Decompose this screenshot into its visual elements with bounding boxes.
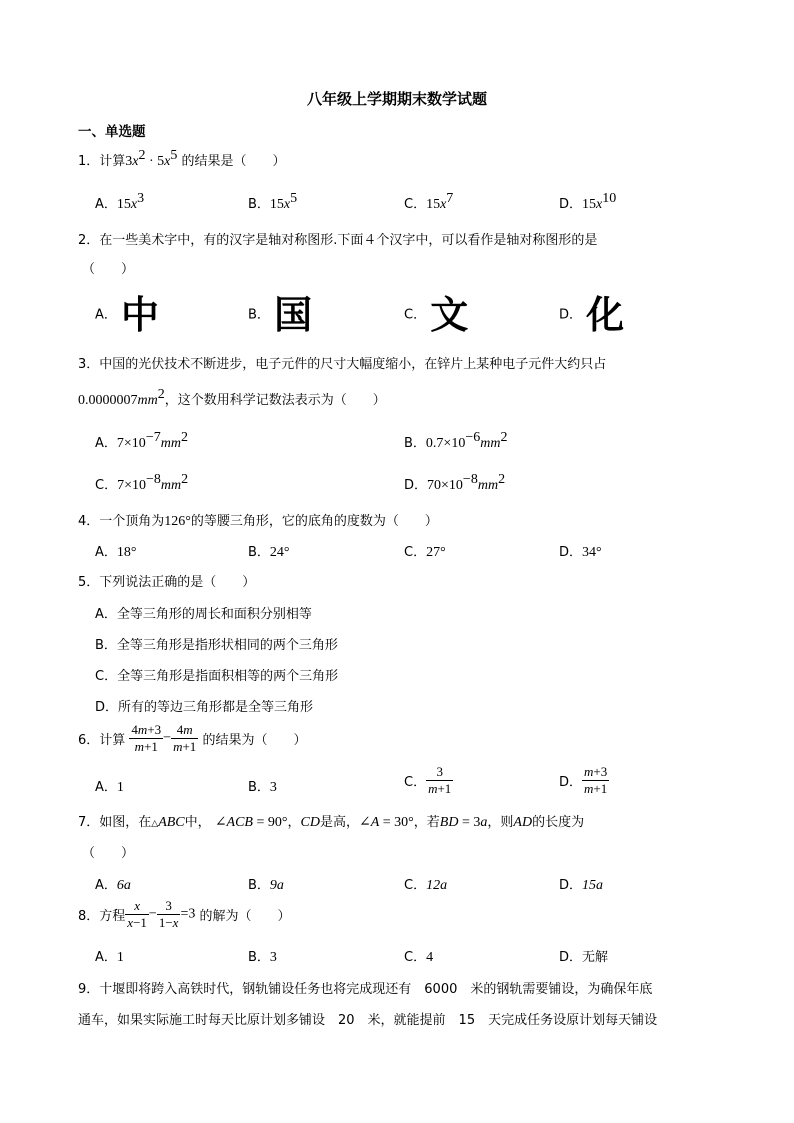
q8-option-a: A．1 bbox=[95, 950, 124, 965]
q6-option-a: A．1 bbox=[95, 780, 124, 795]
page-title: 八年级上学期期末数学试题 bbox=[306, 90, 487, 108]
q7-option-d: D．15a bbox=[559, 878, 604, 893]
q9-line-1: 9．十堰即将跨入高铁时代，钢轨铺设任务也将完成现还有 6000 米的钢轨需要铺设，为确保年底 bbox=[78, 982, 653, 997]
q2-text: 2．在一些美术字中，有的汉字是轴对称图形.下面４个汉字中，可以看作是轴对称图形的是 bbox=[78, 233, 598, 248]
fraction: $\frac{3}{1-x}$ bbox=[158, 898, 179, 930]
q3-value-line: $0.0000007mm^2$，这个数用科学记数法表示为（ ） bbox=[78, 387, 386, 408]
q2-paren: （ ） bbox=[82, 262, 135, 277]
char-hua: 化 bbox=[586, 293, 625, 337]
q7-option-a: A．6a bbox=[95, 878, 131, 893]
q1-option-c: C．$15x^7$ bbox=[404, 191, 454, 212]
question-6: 6．计算 $\frac{4m+3}{m+1}$ − $\frac{4m}{m+1}$ 的结果为（ ） bbox=[78, 722, 307, 754]
q2-option-c: C． 文 bbox=[404, 293, 469, 337]
q1-suffix: 的结果是（ ） bbox=[181, 154, 286, 169]
question-4: 4．一个顶角为126°的等腰三角形，它的底角的度数为（ ） bbox=[78, 514, 438, 529]
q5-text: 5．下列说法正确的是（ ） bbox=[78, 575, 256, 590]
q6-option-c: C． $\frac{3}{m+1}$ bbox=[404, 764, 452, 796]
question-7: 7．如图，在△ABC中， ∠ACB = 90°，CD是高，∠A = 30°，若BD = 3a，则AD的长度为 bbox=[78, 815, 585, 830]
q2-option-d: D． 化 bbox=[559, 293, 625, 337]
q6-option-b: B．3 bbox=[248, 780, 277, 795]
question-1: 1．计算$3x^2 \cdot 5x^5$ 的结果是（ ） bbox=[78, 148, 286, 169]
q8-option-d: D．无解 bbox=[559, 950, 609, 965]
char-zhong: 中 bbox=[121, 293, 160, 337]
fraction: $\frac{x}{x-1}$ bbox=[127, 898, 147, 930]
fraction: $\frac{4m}{m+1}$ bbox=[173, 722, 197, 754]
q3-text: 3．中国的光伏技术不断进步，电子元件的尺寸大幅度缩小，在锌片上某种电子元件大约只占 bbox=[78, 357, 607, 372]
section-heading: 一、单选题 bbox=[78, 124, 146, 140]
q9-line-2: 通车，如果实际施工时每天比原计划多铺设 20 米，就能提前 15 天完成任务设原计划每天铺设 bbox=[78, 1013, 658, 1028]
q3-option-a: A．$7\times 10^{-7}mm^2$ bbox=[95, 430, 188, 451]
q3-option-b: B．$0.7\times 10^{-6}mm^2$ bbox=[404, 430, 508, 451]
q1-prefix: 1．计算 bbox=[78, 154, 126, 169]
q3-option-c: C．$7\times 10^{-8}mm^2$ bbox=[95, 472, 189, 493]
q5-option-b: B．全等三角形是指形状相同的两个三角形 bbox=[95, 638, 338, 653]
q1-option-d: D．$15x^{10}$ bbox=[559, 191, 617, 212]
char-wen: 文 bbox=[430, 293, 469, 337]
char-guo: 国 bbox=[274, 293, 313, 337]
q3-option-d: D．$70\times 10^{-8}mm^2$ bbox=[404, 472, 506, 493]
q5-option-d: D．所有的等边三角形都是全等三角形 bbox=[95, 700, 314, 715]
q1-option-a: A．$15x^3$ bbox=[95, 191, 145, 212]
q5-option-a: A．全等三角形的周长和面积分别相等 bbox=[95, 607, 312, 622]
q4-option-d: D．34° bbox=[559, 545, 602, 560]
q1-option-b: B．$15x^5$ bbox=[248, 191, 298, 212]
q4-option-c: C．27° bbox=[404, 545, 446, 560]
q7-option-c: C．12a bbox=[404, 878, 448, 893]
fraction: $\frac{4m+3}{m+1}$ bbox=[131, 722, 162, 754]
q2-option-b: B． 国 bbox=[248, 293, 313, 337]
q6-option-d: D． $\frac{m+3}{m+1}$ bbox=[559, 764, 608, 796]
q7-option-b: B．9a bbox=[248, 878, 284, 893]
q2-option-a: A． 中 bbox=[95, 293, 160, 337]
q7-paren: （ ） bbox=[82, 846, 135, 861]
q8-option-b: B．3 bbox=[248, 950, 277, 965]
q4-option-a: A．18° bbox=[95, 545, 137, 560]
q8-option-c: C．4 bbox=[404, 950, 434, 965]
q4-option-b: B．24° bbox=[248, 545, 290, 560]
q5-option-c: C．全等三角形是指面积相等的两个三角形 bbox=[95, 669, 339, 684]
question-8: 8．方程 $\frac{x}{x-1}$ − $\frac{3}{1-x}$ =3 的解为（ ） bbox=[78, 898, 291, 930]
